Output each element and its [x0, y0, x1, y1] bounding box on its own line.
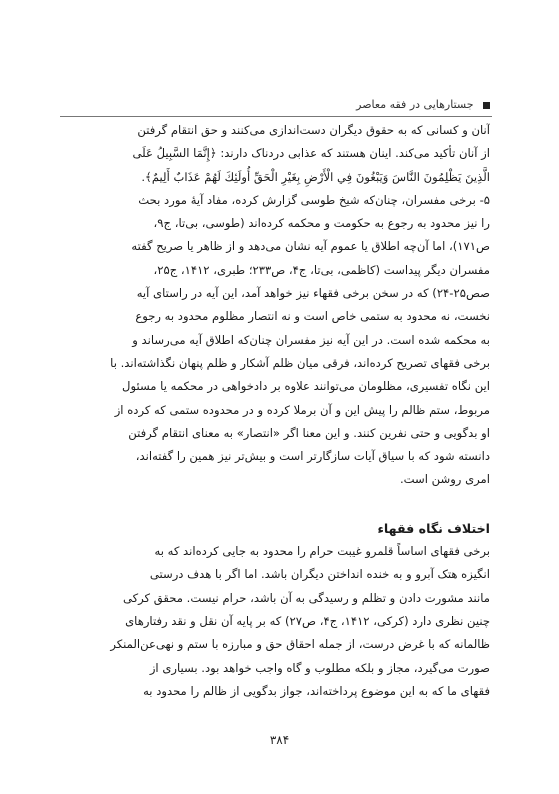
- text-line: انگیزه هتک آبرو و به خنده انداختن دیگران باشد. اما اگر با هدف درستی: [149, 567, 490, 582]
- running-header-title: جستارهایی در فقه معاصر: [356, 98, 474, 111]
- text-line: مانند مشورت دادن و تظلم و رسیدگی به آن باشد، حرام نیست. محقق کرکی: [122, 590, 490, 605]
- text-line: صص۲۵-۲۴) که در سخن برخی فقهاء نیز خواهد آمد، این آیه در راستای آیه: [136, 286, 490, 301]
- text-line: مربوط، ستم ظالم را پیش این و آن برملا کرده و در محدوده ستمی که کرده از: [114, 402, 490, 417]
- text-line: برخی فقهای تصریح کرده‌اند، فرقی میان ظلم آشکار و ظلم پنهان نگذاشته‌اند. با: [110, 355, 490, 370]
- text-line: فقهای ما که به این موضوع پرداخته‌اند، جواز بدگویی از ظالم را محدود به: [143, 683, 490, 698]
- text-line: از آنان تأکید می‌کند. اینان هستند که عذابی دردناک دارند: ﴿إِنَّمَا السَّبِيلُ عَلَى: [132, 146, 490, 161]
- section-heading: اختلاف نگاه فقهاء: [377, 520, 490, 536]
- text-line: این نگاه تفسیری، مظلومان می‌توانند علاوه بر دادخواهی در محکمه یا مسئول: [122, 379, 490, 394]
- text-line: امری روشن است.: [399, 472, 490, 487]
- text-line: صورت می‌گیرد، مجاز و بلکه مطلوب و گاه واجب خواهد بود. بسیاری از: [149, 660, 490, 675]
- paragraph-2: [62, 189, 490, 492]
- body-text: [62, 119, 490, 703]
- text-line: دانسته شود که با سیاق آیات سازگارتر است و بیش‌تر نیز همین را گفته‌اند،: [135, 449, 490, 464]
- header-square-icon: [483, 102, 490, 109]
- text-line: مفسران دیگر پیداست (کاظمی، بی‌تا، ج۴، ص۲۳۳؛ طبری، ۱۴۱۲، ج۲۵،: [153, 262, 490, 277]
- text-line: چنین نظری دارد (کرکی، ۱۴۱۲، ج۴، ص۲۷) که بر پایه آن نقل و نقد رفتارهای: [125, 613, 490, 628]
- text-line: برخی فقهای اساساً قلمرو غیبت حرام را محدود به جایی کرده‌اند که به: [154, 544, 490, 559]
- text-line: را نیز محدود به رجوع به حکومت و محکمه کرده‌اند (طوسی، بی‌تا، ج۹،: [153, 216, 490, 231]
- section-differences: [62, 517, 490, 703]
- header-rule: [60, 116, 492, 117]
- text-line: ۵- برخی مفسران، چنان‌که شیخ طوسی گزارش کرده، مفاد آیهٔ مورد بحث: [138, 192, 490, 207]
- text-line: ظالمانه که با غرض درست، از جمله احقاق حق و مبارزه با ستم و نهی‌عن‌المنکر: [110, 637, 490, 652]
- quran-verse-line: الَّذِينَ يَظْلِمُونَ النَّاسَ وَيَبْغُونَ فِي الْأَرْضِ بِغَيْرِ الْحَقِّ أُولَئِكَ لَهُمْ عَذَابٌ أَلِيمٌ﴾.: [141, 169, 490, 184]
- text-line: به محکمه شده است. در این آیه نیز مفسران چنان‌که اطلاق آیه می‌رساند و: [132, 332, 490, 347]
- running-header: [60, 98, 490, 111]
- text-line: نخست، نه محدود به ستمی خاص است و نه انتصار مظلوم محدود به رجوع: [135, 309, 490, 324]
- paragraph-1: [62, 119, 490, 189]
- page-number: ۳۸۴: [269, 733, 290, 747]
- text-line: ص۱۷۱)، اما آن‌چه اطلاق یا عموم آیه نشان می‌دهد و از ظاهر یا صریح گفته: [131, 239, 490, 254]
- section-spacer: [62, 492, 490, 517]
- text-line: آنان و کسانی که به حقوق دیگران دست‌اندازی می‌کنند و حق انتقام گرفتن: [137, 123, 490, 137]
- text-line: او بدگویی و حتی نفرین کنند. و این معنا اگر «انتصار» به معنای انتقام گرفتن: [128, 425, 490, 440]
